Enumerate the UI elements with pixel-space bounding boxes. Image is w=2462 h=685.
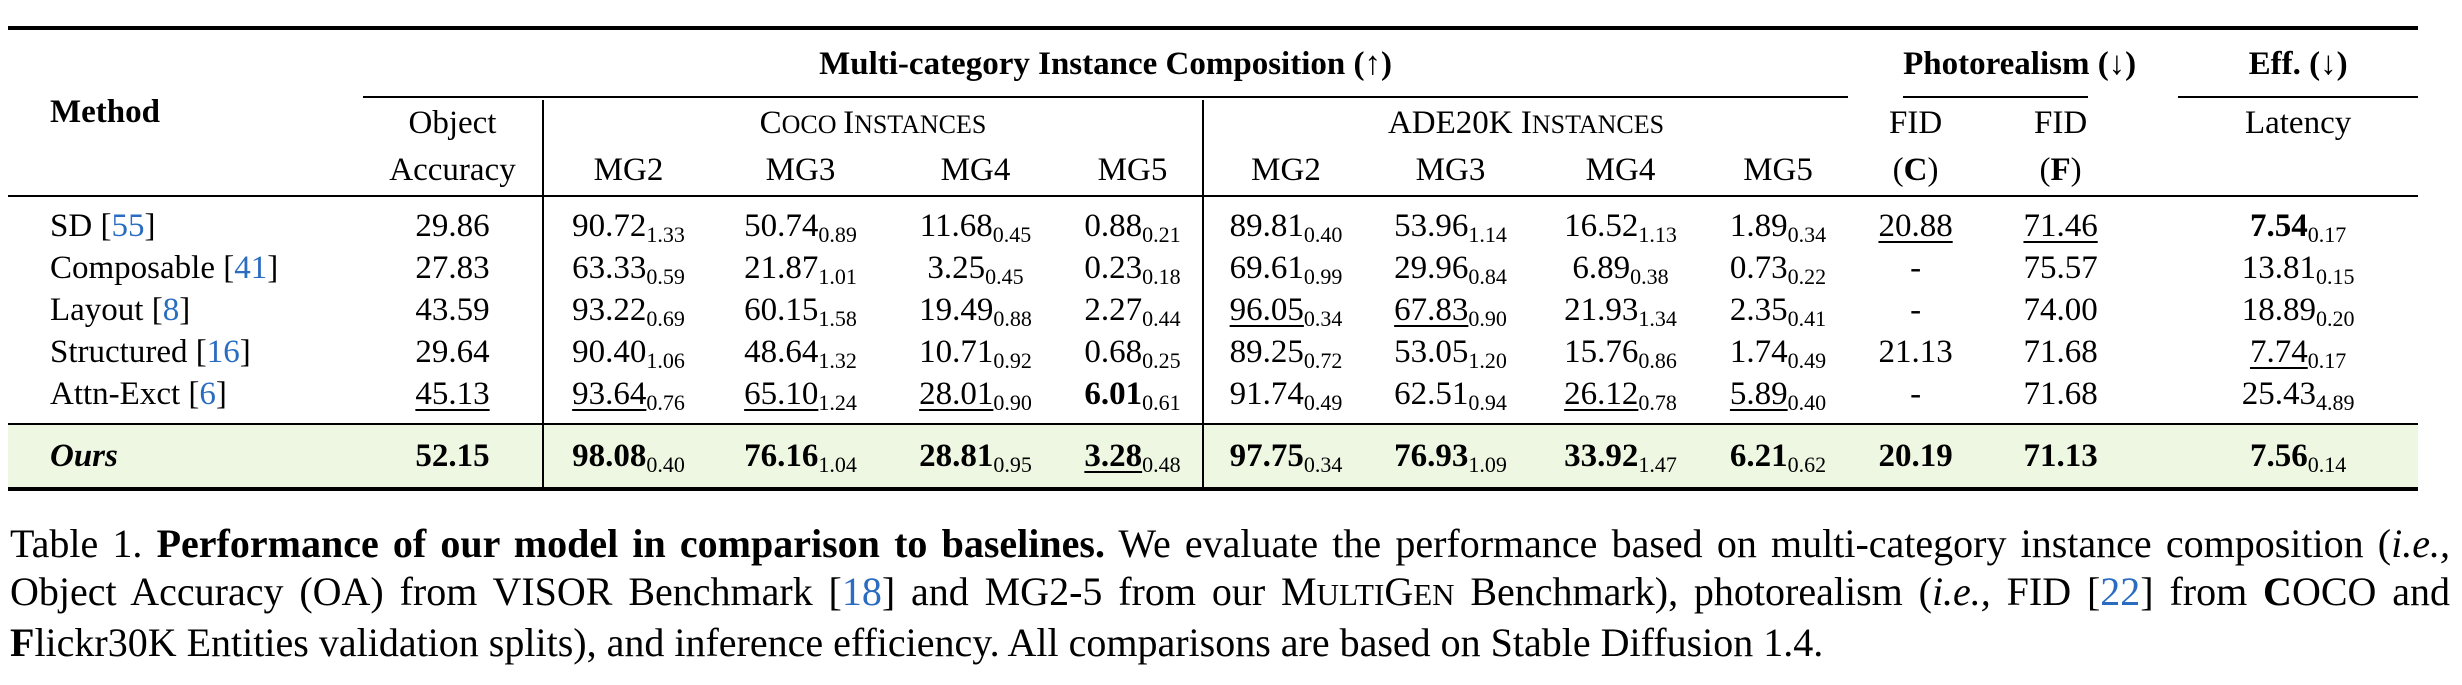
latency-header: Latency <box>2244 104 2352 141</box>
table-row <box>8 196 2418 247</box>
table-cell: 75.57 <box>2023 249 2098 286</box>
composition-group-header: Multi-category Instance Composition (↑) <box>363 28 1848 100</box>
table-cell: $62.51_{0.94}$ <box>1394 375 1507 415</box>
table-row <box>8 247 2418 289</box>
table-cell: 29.64 <box>415 333 490 370</box>
method-name: SD [55] <box>50 207 156 244</box>
table-cell: $10.71_{0.92}$ <box>919 333 1032 373</box>
table-cell: $97.75_{0.34}$ <box>1203 424 1368 489</box>
table-cell: $0.23_{0.18}$ <box>1084 249 1181 289</box>
method-name: Structured [16] <box>50 333 251 370</box>
results-table <box>8 26 2418 491</box>
table-cell: 20.88 <box>1878 207 1953 244</box>
table-cell: $67.83_{0.90}$ <box>1394 291 1507 331</box>
table-cell: $21.87_{1.01}$ <box>744 249 857 289</box>
group-header-row <box>8 28 2418 100</box>
coco-mg4-header: MG4 <box>940 152 1011 189</box>
table-cell: 45.13 <box>415 375 490 412</box>
table-cell: $0.88_{0.21}$ <box>1084 207 1181 247</box>
table-cell: 21.13 <box>1878 333 1953 370</box>
table-cell: $33.92_{1.47}$ <box>1533 424 1708 489</box>
table-cell: 71.46 <box>2023 207 2098 244</box>
table-cell: $11.68_{0.45}$ <box>919 207 1032 247</box>
table-cell: $89.81_{0.40}$ <box>1203 196 1368 247</box>
object-accuracy-header-1: Object <box>408 104 497 141</box>
method-name: Ours <box>8 424 363 489</box>
table-cell: 71.13 <box>1983 424 2138 489</box>
citation-link[interactable]: 22 <box>2100 569 2141 614</box>
spacer-cell <box>2138 247 2178 289</box>
table-cell: $7.74_{0.17}$ <box>2249 333 2347 373</box>
table-cell: $89.25_{0.72}$ <box>1203 331 1368 373</box>
table-cell: 74.00 <box>2023 291 2098 328</box>
table-row <box>8 289 2418 331</box>
citation-link[interactable]: 16 <box>206 333 240 370</box>
table-cell: $93.22_{0.69}$ <box>543 289 713 331</box>
table-cell: $26.12_{0.78}$ <box>1564 375 1677 415</box>
spacer-cell <box>2138 289 2178 331</box>
table-cell: $18.89_{0.20}$ <box>2241 291 2355 331</box>
table-row <box>8 331 2418 373</box>
spacer-cell <box>2138 424 2178 489</box>
spacer-cell <box>2138 28 2178 100</box>
table-cell: $98.08_{0.40}$ <box>543 424 713 489</box>
column-header-row-2 <box>8 146 2418 196</box>
table-cell: $6.01_{0.61}$ <box>1084 375 1181 415</box>
ade-mg3-header: MG3 <box>1415 152 1486 189</box>
ours-rows <box>8 424 2418 489</box>
table-cell: - <box>1910 249 1922 286</box>
table-cell: $25.43_{4.89}$ <box>2241 375 2355 415</box>
table-cell: $90.40_{1.06}$ <box>543 331 713 373</box>
table-cell: $21.93_{1.34}$ <box>1564 291 1677 331</box>
ade20k-instances-header: ADE20K INSTANCES <box>1203 100 1848 146</box>
table-cell: $1.89_{0.34}$ <box>1729 207 1827 247</box>
table-cell: - <box>1910 375 1922 412</box>
table-cell: $1.74_{0.49}$ <box>1729 333 1827 373</box>
table-cell: $2.35_{0.41}$ <box>1729 291 1827 331</box>
table-cell: $2.27_{0.44}$ <box>1084 291 1181 331</box>
table-cell: $16.52_{1.13}$ <box>1564 207 1677 247</box>
table-cell: $63.33_{0.59}$ <box>543 247 713 289</box>
table-cell: $93.64_{0.76}$ <box>543 373 713 424</box>
table-cell: $28.01_{0.90}$ <box>919 375 1032 415</box>
citation-link[interactable]: 8 <box>162 291 180 328</box>
citation-link[interactable]: 55 <box>111 207 145 244</box>
baseline-rows <box>8 196 2418 424</box>
method-name: Composable [41] <box>50 249 279 286</box>
spacer-cell <box>2138 100 2178 146</box>
coco-mg5-header: MG5 <box>1097 152 1168 189</box>
table-cell: $0.68_{0.25}$ <box>1084 333 1181 373</box>
table-cell: 29.86 <box>415 207 490 244</box>
table-cell: 71.68 <box>2023 333 2098 370</box>
table-caption: Table 1. Performance of our model in comparison to baselines. We evaluate the performance based on multi-category instance composition (i.e., Object Accuracy (OA) from VISOR Benchmark [18] and MG2-5 from our MULTIGEN Benchmark), photorealism (i.e., FID [22] from COCO and Flickr30K Entities validation splits), and inference efficiency. All comparisons are based on Stable Diffusion 1.4. <box>10 521 2450 665</box>
object-accuracy-header-2: Accuracy <box>389 152 516 189</box>
coco-instances-header: COCO INSTANCES <box>543 100 1203 146</box>
spacer-cell <box>2138 196 2178 247</box>
table-cell: 27.83 <box>415 249 490 286</box>
table-row-ours <box>8 424 2418 489</box>
table-cell: $7.54_{0.17}$ <box>2249 207 2347 247</box>
spacer-cell <box>2138 331 2178 373</box>
citation-link[interactable]: 41 <box>234 249 268 286</box>
table-cell: $13.81_{0.15}$ <box>2241 249 2355 289</box>
table-cell: $76.93_{1.09}$ <box>1368 424 1533 489</box>
table-cell: $19.49_{0.88}$ <box>919 291 1032 331</box>
fid-f-header-2: (F) <box>2039 152 2082 189</box>
ade-mg4-header: MG4 <box>1585 152 1656 189</box>
ade-mg2-header: MG2 <box>1203 146 1368 196</box>
table-cell: 20.19 <box>1848 424 1983 489</box>
coco-mg2-header: MG2 <box>543 146 713 196</box>
table-cell: $69.61_{0.99}$ <box>1203 247 1368 289</box>
spacer-cell <box>2138 373 2178 424</box>
table-cell: $91.74_{0.49}$ <box>1203 373 1368 424</box>
table-cell: $53.96_{1.14}$ <box>1394 207 1507 247</box>
table-cell: $65.10_{1.24}$ <box>744 375 857 415</box>
fid-c-header-1: FID <box>1888 104 1943 141</box>
method-name: Layout [8] <box>50 291 191 328</box>
table-cell: $3.28_{0.48}$ <box>1063 424 1203 489</box>
table-cell: 71.68 <box>2023 375 2098 412</box>
table-cell: $6.89_{0.38}$ <box>1572 249 1669 289</box>
table-cell: $29.96_{0.84}$ <box>1394 249 1507 289</box>
efficiency-group-header: Eff. (↓) <box>2178 28 2418 100</box>
table-cell: $7.56_{0.14}$ <box>2178 424 2418 489</box>
coco-mg3-header: MG3 <box>765 152 836 189</box>
column-header-row-1 <box>8 100 2418 146</box>
citation-link[interactable]: 6 <box>199 375 216 412</box>
table-cell: $3.25_{0.45}$ <box>927 249 1024 289</box>
table-cell: $5.89_{0.40}$ <box>1729 375 1827 415</box>
table-cell: $0.73_{0.22}$ <box>1729 249 1827 289</box>
table-cell: $90.72_{1.33}$ <box>543 196 713 247</box>
table-cell: $96.05_{0.34}$ <box>1203 289 1368 331</box>
photorealism-group-header: Photorealism (↓) <box>1848 28 2138 100</box>
fid-f-header-1: FID <box>2033 104 2088 141</box>
table-cell: $50.74_{0.89}$ <box>744 207 857 247</box>
table-cell: $53.05_{1.20}$ <box>1394 333 1507 373</box>
table-cell: $15.76_{0.86}$ <box>1564 333 1677 373</box>
table-cell: 43.59 <box>415 291 490 328</box>
table-cell: - <box>1910 291 1922 328</box>
spacer-cell <box>2138 146 2178 196</box>
method-header: Method <box>50 94 160 131</box>
ade-mg5-header: MG5 <box>1743 152 1813 189</box>
citation-link[interactable]: 18 <box>841 569 882 614</box>
table-cell: $6.21_{0.62}$ <box>1708 424 1848 489</box>
fid-c-header-2: (C) <box>1892 152 1939 189</box>
spacer-cell <box>2178 146 2418 196</box>
table-row <box>8 373 2418 424</box>
table-cell: $60.15_{1.58}$ <box>744 291 857 331</box>
table-cell: $28.81_{0.95}$ <box>888 424 1063 489</box>
method-name: Attn-Exct [6] <box>50 375 227 412</box>
table-cell: $76.16_{1.04}$ <box>713 424 888 489</box>
table-cell: 52.15 <box>363 424 543 489</box>
table-cell: $48.64_{1.32}$ <box>744 333 857 373</box>
